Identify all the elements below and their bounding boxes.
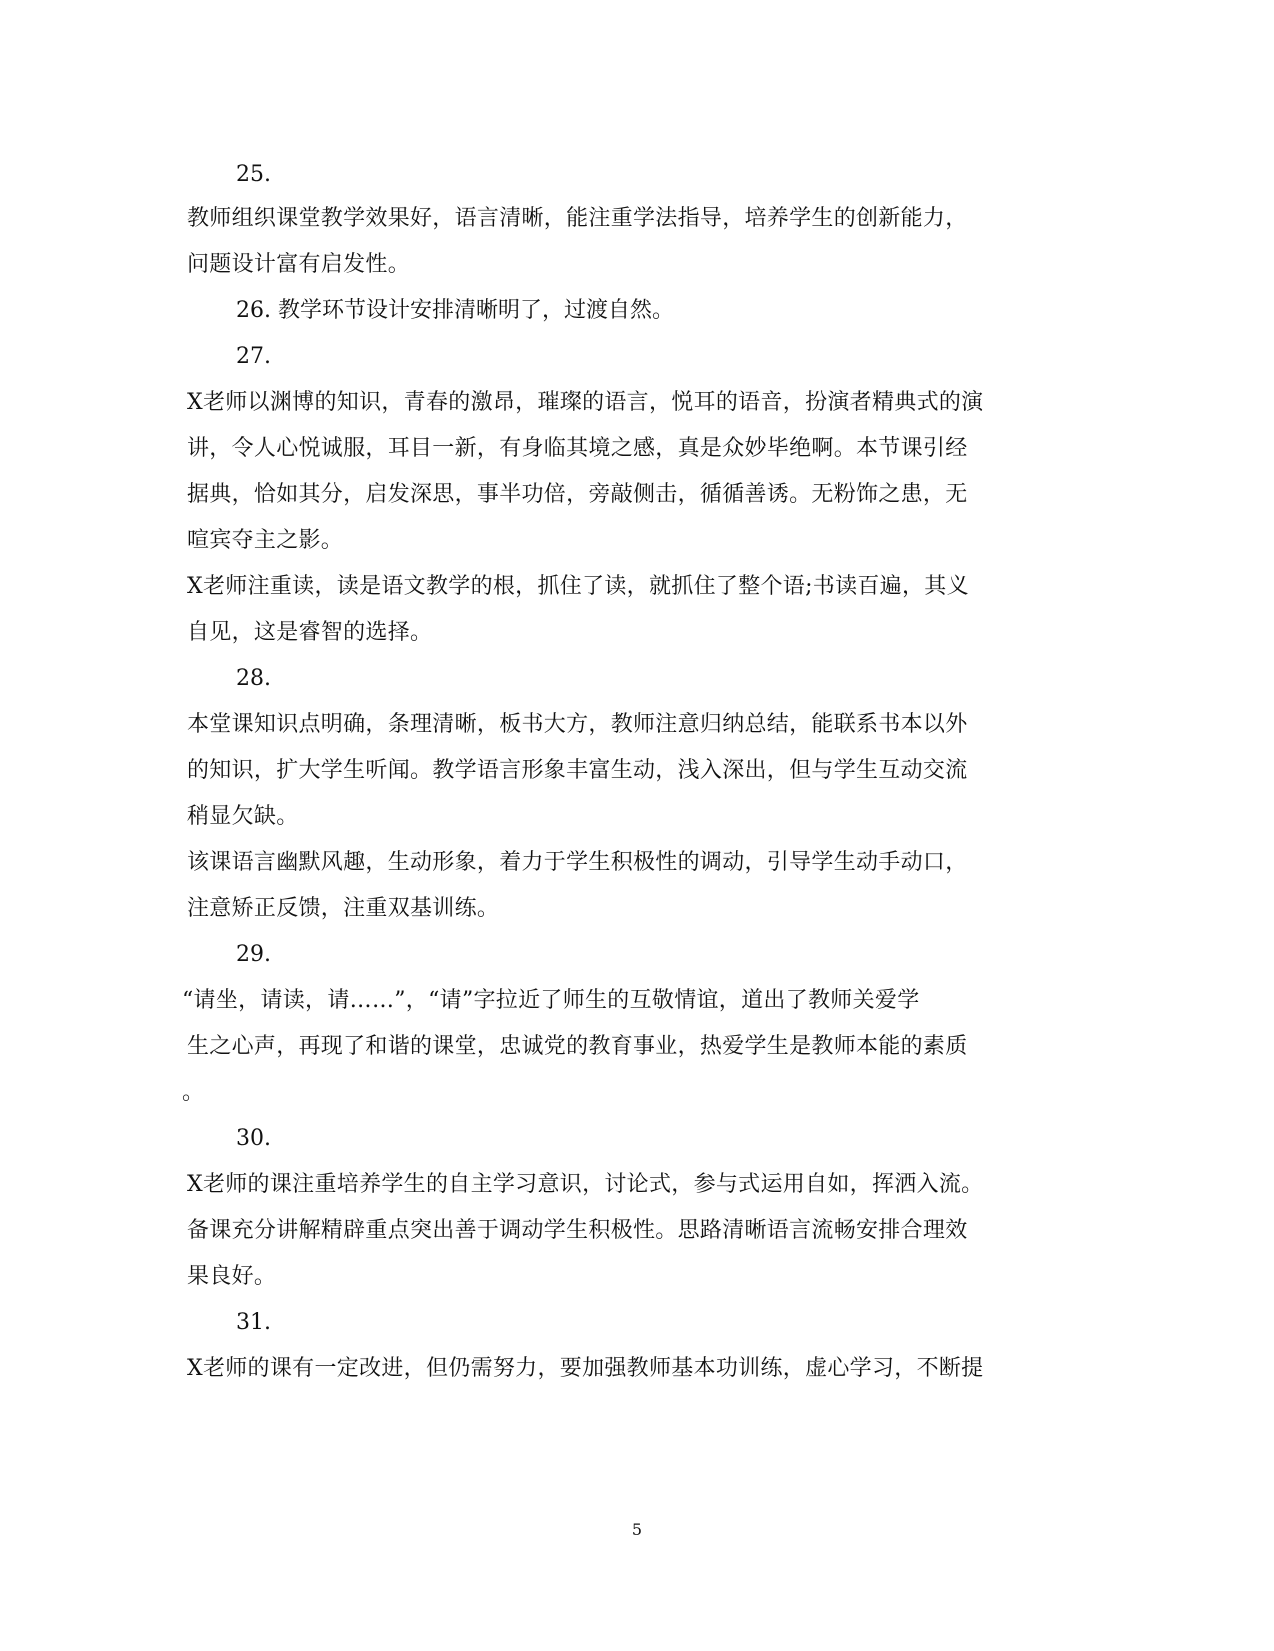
item-number: 30. [236,1126,271,1151]
text-line: 的知识，扩大学生听闻。教学语言形象丰富生动，浅入深出，但与学生互动交流 [187,758,968,783]
item-number: 28. [236,666,271,691]
text-line: 该课语言幽默风趣，生动形象，着力于学生积极性的调动，引导学生动手动口， [187,850,968,875]
text-line: X老师的课有一定改进，但仍需努力，要加强教师基本功训练，虚心学习，不断提 [187,1356,984,1381]
item-number: 26. 教学环节设计安排清晰明了，过渡自然。 [236,298,674,323]
text-line: 喧宾夺主之影。 [187,528,344,553]
text-line: 教师组织课堂教学效果好，语言清晰，能注重学法指导，培养学生的创新能力， [187,206,968,231]
text-line: 。 [182,1080,205,1105]
text-line: 生之心声，再现了和谐的课堂，忠诚党的教育事业，热爱学生是教师本能的素质 [187,1034,968,1059]
text-line: “请坐，请读，请……”，“请”字拉近了师生的互敬情谊，道出了教师关爱学 [182,988,920,1013]
item-number: 29. [236,942,271,967]
text-line: 讲，令人心悦诚服，耳目一新，有身临其境之感，真是众妙毕绝啊。本节课引经 [187,436,968,461]
item-number: 31. [236,1310,271,1335]
item-number: 25. [236,162,271,187]
text-line: X老师注重读，读是语文教学的根，抓住了读，就抓住了整个语;书读百遍，其义 [187,574,969,599]
text-line: 稍显欠缺。 [187,804,299,829]
text-line: X老师的课注重培养学生的自主学习意识，讨论式，参与式运用自如，挥洒入流。 [187,1172,984,1197]
text-line: 备课充分讲解精辟重点突出善于调动学生积极性。思路清晰语言流畅安排合理效 [187,1218,968,1243]
text-line: 注意矫正反馈，注重双基训练。 [187,896,500,921]
text-line: 本堂课知识点明确，条理清晰，板书大方，教师注意归纳总结，能联系书本以外 [187,712,968,737]
text-line: 据典，恰如其分，启发深思，事半功倍，旁敲侧击，循循善诱。无粉饰之患，无 [187,482,968,507]
page-number: 5 [631,1520,643,1539]
text-line: 自见，这是睿智的选择。 [187,620,433,645]
text-line: 问题设计富有启发性。 [187,252,411,277]
item-number: 27. [236,344,271,369]
text-line: 果良好。 [187,1264,277,1289]
text-line: X老师以渊博的知识，青春的激昂，璀璨的语言，悦耳的语音，扮演者精典式的演 [187,390,984,415]
